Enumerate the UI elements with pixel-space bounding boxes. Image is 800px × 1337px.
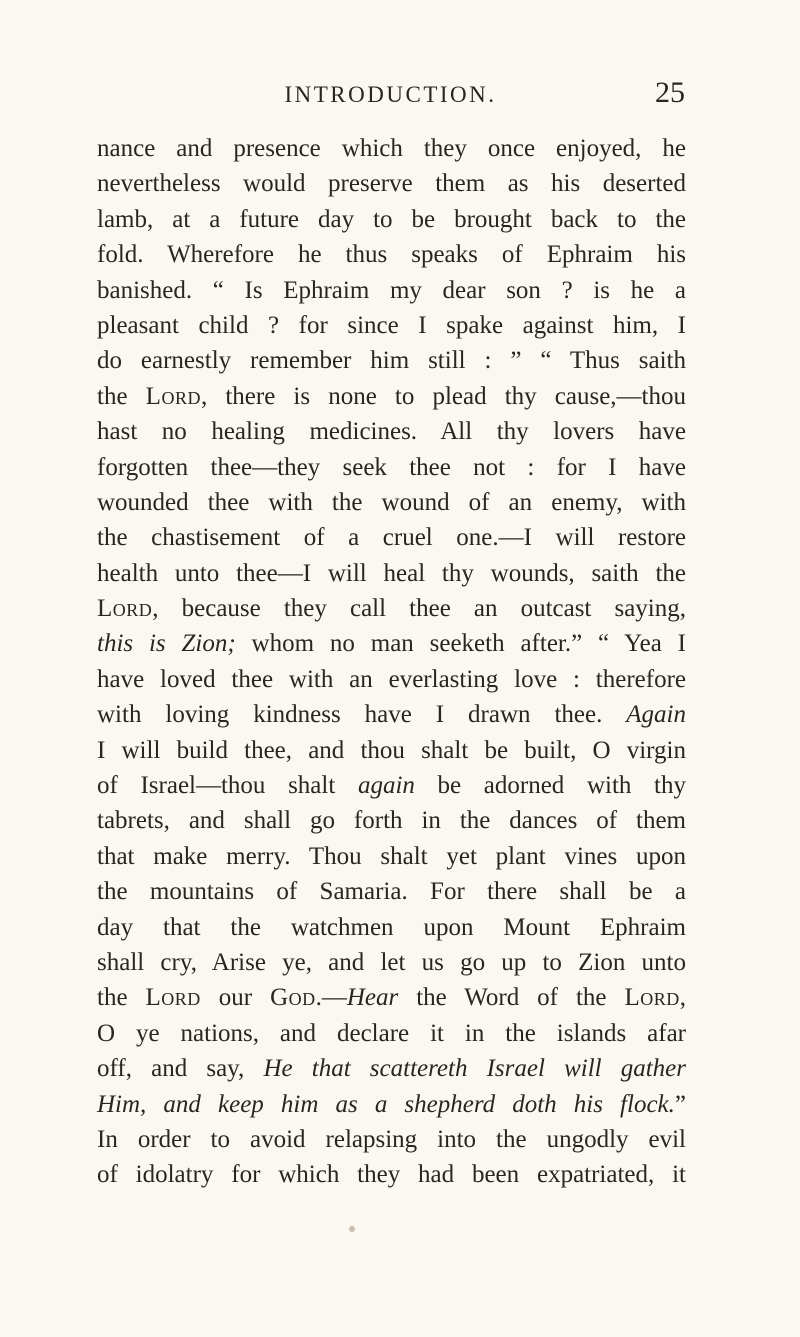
line-text: the bbox=[97, 984, 146, 1012]
text-line bbox=[97, 591, 686, 626]
text-line bbox=[97, 910, 686, 945]
text-line bbox=[97, 803, 686, 838]
line-text: nevertheless would preserve them as his deserted bbox=[97, 170, 686, 198]
text-line bbox=[97, 1051, 686, 1086]
italic-text: again bbox=[357, 772, 415, 800]
text-line bbox=[97, 839, 686, 874]
line-text: wounded thee with the wound of an enemy, with bbox=[97, 488, 686, 516]
small-caps-text: Lord bbox=[145, 984, 201, 1012]
line-text: , bbox=[679, 984, 686, 1012]
text-line bbox=[97, 237, 686, 272]
line-text: our bbox=[200, 984, 271, 1012]
text-line bbox=[97, 697, 686, 732]
text-line bbox=[97, 414, 686, 449]
line-text: .— bbox=[315, 984, 347, 1012]
line-text: of Israel—thou shalt bbox=[97, 772, 358, 800]
italic-text: Again bbox=[626, 701, 686, 729]
line-text: pleasant child ? for since I spake against him, I bbox=[97, 311, 686, 339]
text-line bbox=[97, 980, 686, 1015]
small-caps-text: Lord bbox=[97, 595, 153, 623]
line-text: shall cry, Arise ye, and let us go up to Zion unto bbox=[97, 948, 686, 976]
italic-text: this is Zion; bbox=[97, 630, 236, 658]
text-line bbox=[97, 874, 686, 909]
line-text: of idolatry for which they had been expatriated, it bbox=[97, 1161, 686, 1189]
line-text: I will build thee, and thou shalt be built, O virgin bbox=[97, 736, 686, 764]
italic-text: Hear bbox=[346, 984, 399, 1012]
text-line bbox=[97, 343, 686, 378]
line-text: ” bbox=[674, 1090, 686, 1118]
line-text: tabrets, and shall go forth in the dances of them bbox=[97, 807, 686, 835]
text-line bbox=[97, 768, 686, 803]
text-line bbox=[97, 520, 686, 555]
text-line bbox=[97, 733, 686, 768]
line-text: health unto thee—I will heal thy wounds, saith the bbox=[97, 559, 686, 587]
text-line bbox=[97, 379, 686, 414]
line-text: fold. Wherefore he thus speaks of Ephraim his bbox=[97, 241, 686, 269]
text-line bbox=[97, 1122, 686, 1157]
line-text: have loved thee with an everlasting love : therefore bbox=[97, 665, 686, 693]
text-line bbox=[97, 1016, 686, 1051]
text-line bbox=[97, 202, 686, 237]
line-text: that make merry. Thou shalt yet plant vines upon bbox=[97, 842, 686, 870]
line-text: the chastisement of a cruel one.—I will restore bbox=[97, 524, 686, 552]
line-text: be adorned with thy bbox=[414, 772, 686, 800]
text-line bbox=[97, 1157, 686, 1192]
text-line bbox=[97, 626, 686, 661]
text-line bbox=[97, 166, 686, 201]
small-caps-text: Lord bbox=[145, 382, 201, 410]
italic-text: Him, and keep him as a shepherd doth his flock. bbox=[97, 1090, 675, 1118]
text-line bbox=[97, 1087, 686, 1122]
small-caps-text: Lord bbox=[624, 984, 680, 1012]
line-text: , there is none to plead thy cause,—thou bbox=[200, 382, 687, 410]
text-line bbox=[97, 273, 686, 308]
text-line bbox=[97, 662, 686, 697]
body-text bbox=[97, 131, 686, 1193]
text-line bbox=[97, 131, 686, 166]
line-text: O ye nations, and declare it in the islands afar bbox=[97, 1019, 686, 1047]
text-line bbox=[97, 450, 686, 485]
line-text: forgotten thee—they seek thee not : for I have bbox=[97, 453, 686, 481]
line-text: the bbox=[97, 382, 146, 410]
line-text: do earnestly remember him still : ” “ Thus saith bbox=[97, 347, 686, 375]
line-text: lamb, at a future day to be brought back to the bbox=[97, 205, 686, 233]
line-text: the mountains of Samaria. For there shall be a bbox=[97, 878, 686, 906]
line-text: with loving kindness have I drawn thee. bbox=[97, 701, 627, 729]
running-head: INTRODUCTION. bbox=[284, 82, 497, 107]
page-number: 25 bbox=[655, 76, 685, 109]
text-line bbox=[97, 556, 686, 591]
line-text: whom no man seeketh after.” “ Yea I bbox=[235, 630, 686, 658]
page-header bbox=[96, 76, 685, 116]
line-text: In order to avoid relapsing into the ungodly evil bbox=[97, 1125, 686, 1153]
text-line bbox=[97, 485, 686, 520]
text-line bbox=[97, 308, 686, 343]
text-line bbox=[97, 945, 686, 980]
line-text: nance and presence which they once enjoyed, he bbox=[97, 135, 686, 162]
line-text: day that the watchmen upon Mount Ephraim bbox=[97, 913, 686, 941]
line-text: the Word of the bbox=[398, 984, 625, 1012]
line-text: off, and say, bbox=[97, 1055, 264, 1083]
line-text: , because they call thee an outcast saying, bbox=[152, 595, 686, 623]
line-text: hast no healing medicines. All thy lovers have bbox=[97, 418, 686, 446]
line-text: banished. “ Is Ephraim my dear son ? is he a bbox=[97, 276, 686, 304]
italic-text: He that scattereth Israel will gather bbox=[263, 1055, 687, 1083]
printer-ornament bbox=[349, 1226, 355, 1232]
small-caps-text: God bbox=[270, 984, 316, 1012]
